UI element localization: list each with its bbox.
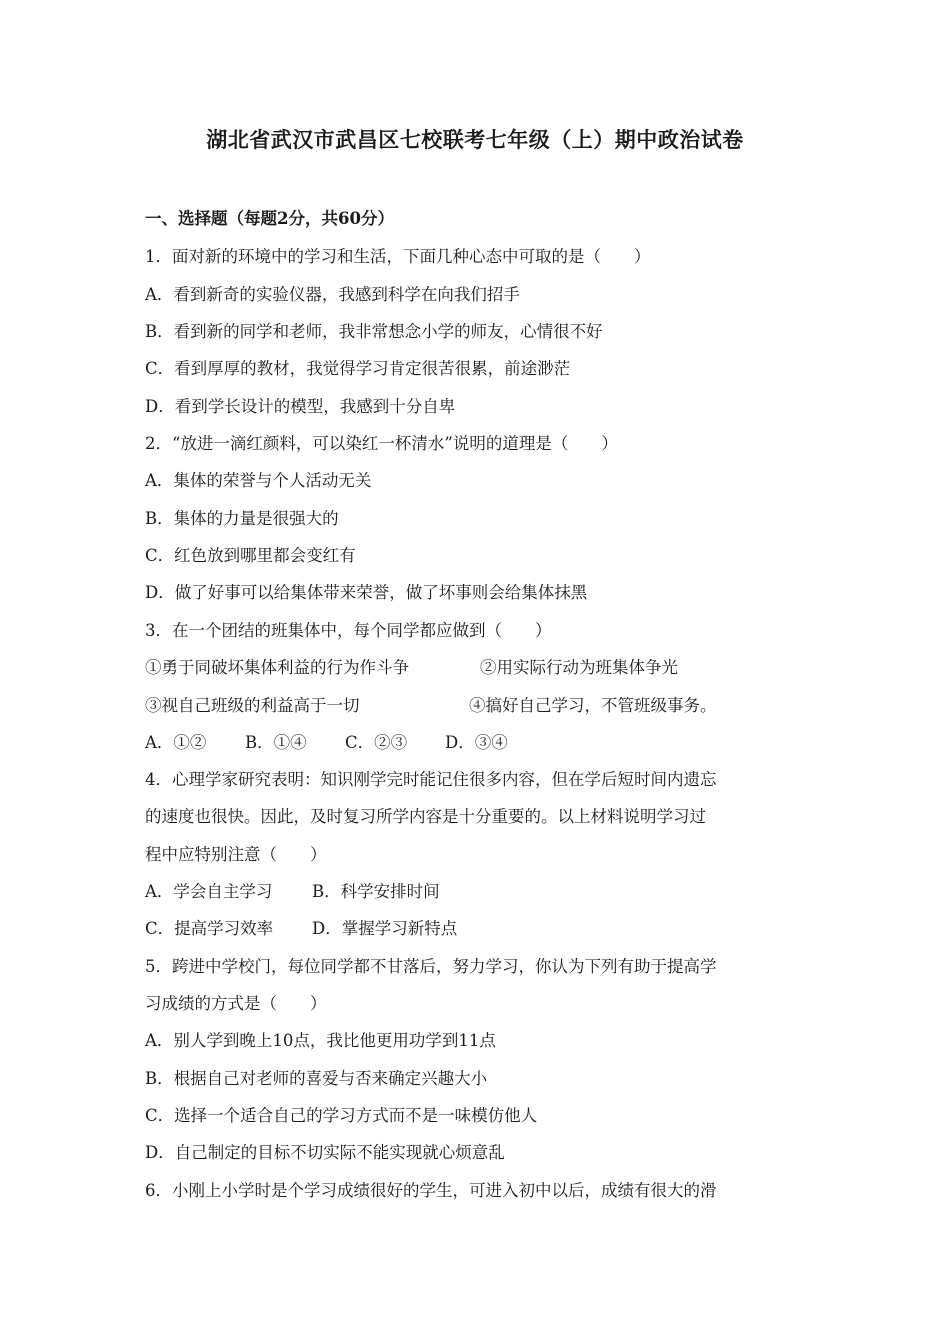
question-2-stem: 2．“放进一滴红颜料，可以染红一杯清水”说明的道理是（ ） <box>145 434 618 453</box>
question-1-option-b: B．看到新的同学和老师，我非常想念小学的师友，心情很不好 <box>145 322 603 341</box>
question-5-option-a: A．别人学到晚上10点，我比他更用功学到11点 <box>145 1031 496 1050</box>
question-4-option-c: C．提高学习效率 <box>145 919 274 938</box>
question-3-choice-b: B．①④ <box>245 733 307 752</box>
question-1-option-a: A．看到新奇的实验仪器，我感到科学在向我们招手 <box>145 285 520 304</box>
question-3-choice-a: A．①② <box>145 733 207 752</box>
question-4-stem-line-2: 的速度也很快。因此，及时复习所学内容是十分重要的。以上材料说明学习过 <box>145 807 706 826</box>
question-3-statement-4: ④搞好自己学习，不管班级事务。 <box>469 696 717 715</box>
question-2-option-c: C．红色放到哪里都会变红有 <box>145 546 356 565</box>
question-4-stem-line-3: 程中应特别注意（ ） <box>145 845 327 864</box>
question-1-option-d: D．看到学长设计的模型，我感到十分自卑 <box>145 397 456 416</box>
question-1-option-c: C．看到厚厚的教材，我觉得学习肯定很苦很累，前途渺茫 <box>145 359 571 378</box>
question-3-statement-3: ③视自己班级的利益高于一切 <box>145 696 360 715</box>
question-5-stem-line-1: 5．跨进中学校门，每位同学都不甘落后，努力学习，你认为下列有助于提高学 <box>145 957 717 976</box>
section-heading: 一、选择题（每题2分，共60分） <box>145 209 394 228</box>
question-3-stem: 3．在一个团结的班集体中，每个同学都应做到（ ） <box>145 621 552 640</box>
page-title: 湖北省武汉市武昌区七校联考七年级（上）期中政治试卷 <box>206 127 744 152</box>
question-4-option-d: D．掌握学习新特点 <box>312 919 458 938</box>
question-4-stem-line-1: 4．心理学家研究表明：知识刚学完时能记住很多内容，但在学后短时间内遗忘 <box>145 770 717 789</box>
question-2-option-a: A．集体的荣誉与个人活动无关 <box>145 471 372 490</box>
question-5-option-c: C．选择一个适合自己的学习方式而不是一味模仿他人 <box>145 1106 538 1125</box>
question-4-option-a: A．学会自主学习 <box>145 882 273 901</box>
question-3-statement-2: ②用实际行动为班集体争光 <box>480 658 678 677</box>
question-6-stem-line-1: 6．小刚上小学时是个学习成绩很好的学生，可进入初中以后，成绩有很大的滑 <box>145 1181 717 1200</box>
question-4-option-b: B．科学安排时间 <box>312 882 440 901</box>
question-5-stem-line-2: 习成绩的方式是（ ） <box>145 994 327 1013</box>
question-2-option-b: B．集体的力量是很强大的 <box>145 509 339 528</box>
question-3-statement-1: ①勇于同破坏集体利益的行为作斗争 <box>145 658 409 677</box>
question-5-option-d: D．自己制定的目标不切实际不能实现就心烦意乱 <box>145 1143 505 1162</box>
question-3-choice-d: D．③④ <box>445 733 508 752</box>
question-5-option-b: B．根据自己对老师的喜爱与否来确定兴趣大小 <box>145 1069 488 1088</box>
question-1-stem: 1．面对新的环境中的学习和生活，下面几种心态中可取的是（ ） <box>145 247 651 266</box>
question-3-choice-c: C．②③ <box>345 733 408 752</box>
question-2-option-d: D．做了好事可以给集体带来荣誉，做了坏事则会给集体抹黑 <box>145 583 588 602</box>
